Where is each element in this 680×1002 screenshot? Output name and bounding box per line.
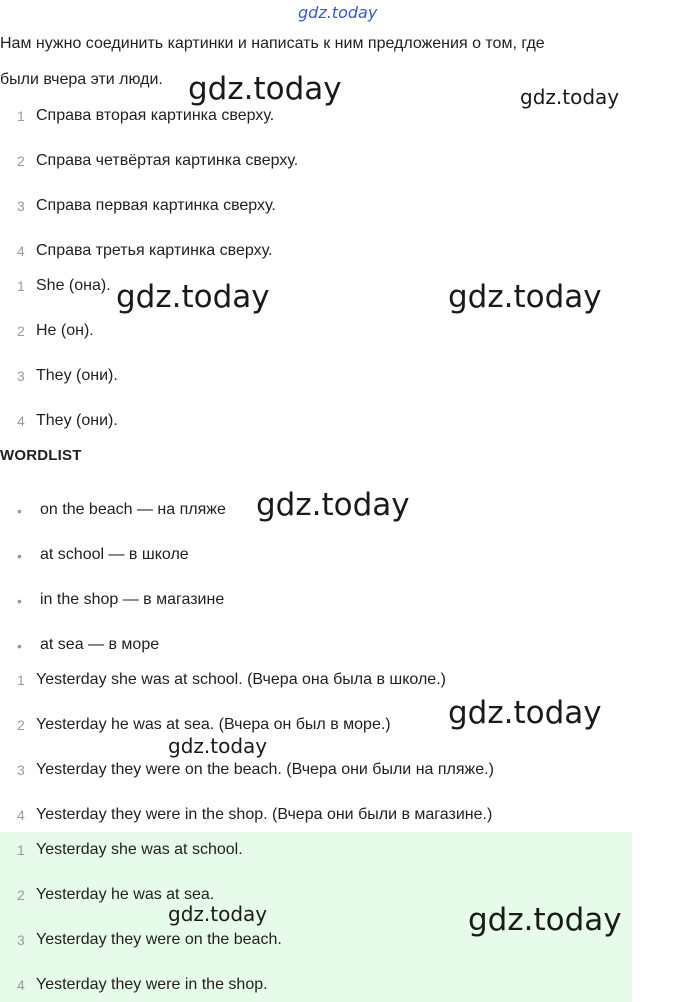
wordlist-item: at school — в школе [40, 546, 189, 563]
list-item: They (они). [36, 412, 118, 429]
list-item-number: 4 [17, 807, 25, 823]
watermark: gdz.today [188, 71, 342, 107]
list-item-number: 4 [17, 243, 25, 259]
bullet-icon: • [17, 503, 22, 519]
list-item-number: 3 [17, 368, 25, 384]
list-item: They (они). [36, 367, 118, 384]
list-item-number: 1 [17, 278, 25, 294]
list-item-number: 3 [17, 198, 25, 214]
list-item: Yesterday they were in the shop. (Вчера они были в магазине.) [36, 806, 493, 823]
list-item-number: 4 [17, 413, 25, 429]
list-item-number: 3 [17, 762, 25, 778]
wordlist-heading: WORDLIST [0, 447, 82, 464]
list-item: Yesterday she was at school. (Вчера она была в школе.) [36, 671, 446, 688]
watermark: gdz.today [448, 279, 602, 315]
list-item: Yesterday he was at sea. [36, 886, 215, 903]
list-item-number: 1 [17, 842, 25, 858]
list-item: Справа вторая картинка сверху. [36, 107, 275, 124]
bullet-icon: • [17, 593, 22, 609]
list-item-number: 2 [17, 887, 25, 903]
intro-line-2: были вчера эти люди. [0, 71, 163, 88]
watermark: gdz.today [168, 734, 268, 758]
list-item: Справа третья картинка сверху. [36, 242, 273, 259]
wordlist-item: on the beach — на пляже [40, 501, 226, 518]
watermark: gdz.today [116, 279, 270, 315]
list-item-number: 2 [17, 717, 25, 733]
list-item: Yesterday he was at sea. (Вчера он был в море.) [36, 716, 391, 733]
list-item: Yesterday they were in the shop. [36, 976, 268, 993]
list-item: She (она). [36, 277, 111, 294]
watermark: gdz.today [468, 902, 622, 938]
list-item-number: 2 [17, 323, 25, 339]
watermark: gdz.today [168, 902, 268, 926]
wordlist-item: in the shop — в магазине [40, 591, 225, 608]
watermark: gdz.today [448, 695, 602, 731]
list-item-number: 1 [17, 672, 25, 688]
bullet-icon: • [17, 548, 22, 564]
watermark: gdz.today [256, 487, 410, 523]
list-item: Справа первая картинка сверху. [36, 197, 276, 214]
watermark-top: gdz.today [298, 3, 378, 22]
list-item-number: 2 [17, 153, 25, 169]
list-item: He (он). [36, 322, 94, 339]
list-item: Yesterday she was at school. [36, 841, 243, 858]
list-item-number: 1 [17, 108, 25, 124]
list-item-number: 4 [17, 977, 25, 993]
watermark: gdz.today [520, 85, 620, 109]
intro-line-1: Нам нужно соединить картинки и написать к ним предложения о том, где [0, 35, 545, 52]
list-item: Yesterday they were on the beach. [36, 931, 282, 948]
wordlist-item: at sea — в море [40, 636, 160, 653]
bullet-icon: • [17, 638, 22, 654]
list-item: Yesterday they were on the beach. (Вчера они были на пляже.) [36, 761, 494, 778]
list-item: Справа четвёртая картинка сверху. [36, 152, 299, 169]
list-item-number: 3 [17, 932, 25, 948]
